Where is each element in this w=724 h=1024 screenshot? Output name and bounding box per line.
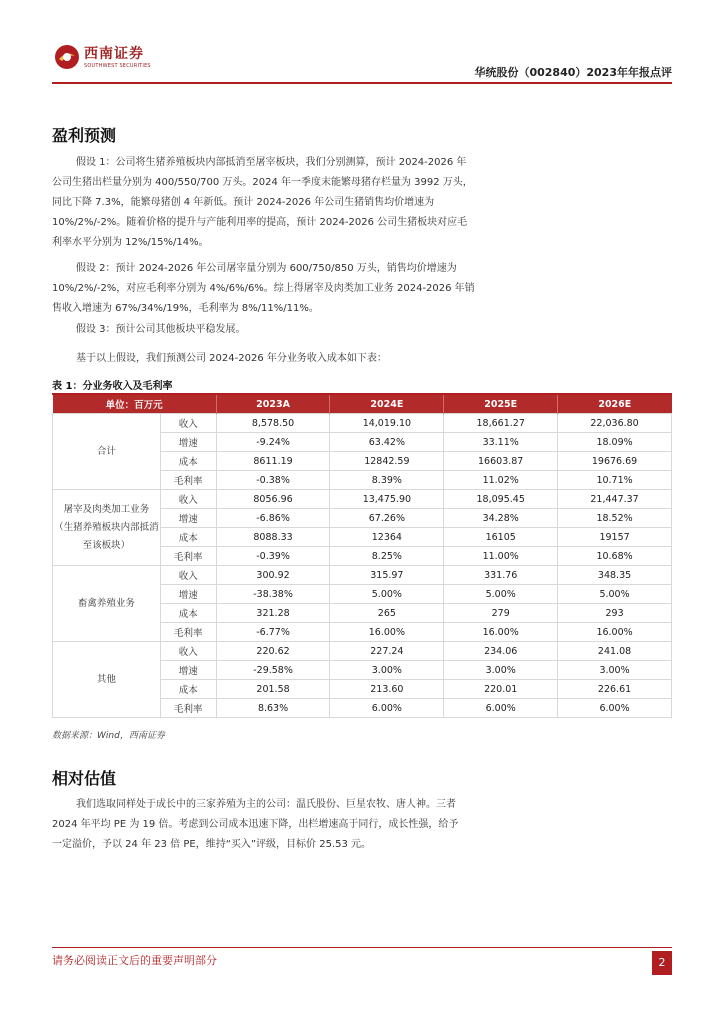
header-year: 2024E [330,395,444,414]
forecast-intro-paragraph [52,349,552,369]
metric-label: 成本 [160,528,216,547]
metric-label: 成本 [160,452,216,471]
table-cell: 63.42% [330,433,444,452]
table-cell: 220.01 [444,680,558,699]
logo-chinese-name: 西南证券 [84,46,144,62]
group-label: 其他 [53,642,161,718]
metric-label: 收入 [160,642,216,661]
table-header-row [53,395,672,414]
text-line: 公司生猪出栏量分别为 400/550/700 万头。2024 年一季度末能繁母猪存栏量为 3992 万头， [52,177,473,188]
table-cell: 34.28% [444,509,558,528]
table-cell: 16603.87 [444,452,558,471]
metric-label: 毛利率 [160,471,216,490]
table-cell: 8.39% [330,471,444,490]
table-cell: 8088.33 [216,528,330,547]
text-line: 假设 2：预计 2024-2026 年公司屠宰量分别为 600/750/850 万头，销售均价增速为 [76,263,457,274]
logo-emblem-icon [54,44,80,70]
table-row [53,414,672,433]
table-cell: 16105 [444,528,558,547]
table-cell: 8611.19 [216,452,330,471]
text-line: 10%/2%/-2%，对应毛利率分别为 4%/6%/6%。综上得屠宰及肉类加工业务 2024-2026 年销 [52,283,475,294]
metric-label: 收入 [160,566,216,585]
group-label: 合计 [53,414,161,490]
header-divider [52,82,672,84]
text-line: 10%/2%/-2%。随着价格的提升与产能利用率的提高，预计 2024-2026 公司生猪板块对应毛 [52,217,468,228]
table-cell: -29.58% [216,661,330,680]
table-cell: 12364 [330,528,444,547]
text-line: 2024 年平均 PE 为 19 倍。考虑到公司成本迅速下降，出栏增速高于同行，成长性强，给予 [52,819,459,830]
section-title-profit-forecast: 盈利预测 [52,126,117,145]
revenue-margin-table [52,395,672,718]
table-cell: 11.00% [444,547,558,566]
metric-label: 毛利率 [160,547,216,566]
table-cell: 8.25% [330,547,444,566]
table-cell: 227.24 [330,642,444,661]
table-cell: 315.97 [330,566,444,585]
metric-label: 毛利率 [160,623,216,642]
text-line: 利率水平分别为 12%/15%/14%。 [52,237,209,248]
assumption-3-paragraph [52,320,552,340]
table-cell: -9.24% [216,433,330,452]
group-label-line: 屠宰及肉类加工业务 [63,503,150,515]
group-label [53,490,161,566]
table-cell: 19157 [558,528,672,547]
table-cell: 213.60 [330,680,444,699]
table-cell: 5.00% [558,585,672,604]
text-line: 假设 3：预计公司其他板块平稳发展。 [76,324,246,335]
group-label: 畜禽养殖业务 [53,566,161,642]
header-unit: 单位：百万元 [53,395,217,414]
page-header [52,38,672,82]
table-cell: -0.38% [216,471,330,490]
assumption-2-paragraph [52,259,552,319]
table-cell: 19676.69 [558,452,672,471]
table-cell: -6.86% [216,509,330,528]
assumption-1-paragraph [52,153,552,253]
table-cell: 321.28 [216,604,330,623]
table-cell: 13,475.90 [330,490,444,509]
valuation-paragraph [52,795,552,855]
text-line: 同比下降 7.3%，能繁母猪创 4 年新低。预计 2024-2026 年公司生猪销售均价增速为 [52,197,435,208]
page-number: 2 [652,951,672,975]
table-cell: 21,447.37 [558,490,672,509]
metric-label: 增速 [160,585,216,604]
table-cell: 16.00% [444,623,558,642]
table-cell: 220.62 [216,642,330,661]
table-cell: 16.00% [330,623,444,642]
section-title-relative-valuation: 相对估值 [52,769,117,788]
table-cell: 279 [444,604,558,623]
table-cell: 10.71% [558,471,672,490]
footer-divider [52,947,672,948]
table-row [53,490,672,509]
table-cell: 22,036.80 [558,414,672,433]
group-label-line: 至该板块） [82,539,131,551]
table-cell: 265 [330,604,444,623]
text-line: 售收入增速为 67%/34%/19%，毛利率为 8%/11%/11%。 [52,303,319,314]
report-title: 华统股份（002840）2023年年报点评 [474,66,672,79]
table-cell: 33.11% [444,433,558,452]
company-logo [52,42,162,82]
table-cell: 16.00% [558,623,672,642]
table-cell: 18,661.27 [444,414,558,433]
metric-label: 成本 [160,680,216,699]
table-cell: 67.26% [330,509,444,528]
metric-label: 收入 [160,414,216,433]
metric-label: 收入 [160,490,216,509]
table-cell: -6.77% [216,623,330,642]
header-year: 2026E [558,395,672,414]
table-cell: 3.00% [558,661,672,680]
group-label-line: （生猪养殖板块内部抵消 [54,521,159,533]
table-row [53,642,672,661]
table-cell: 18.09% [558,433,672,452]
table-cell: 3.00% [444,661,558,680]
footer-disclaimer: 请务必阅读正文后的重要声明部分 [52,954,217,967]
table-cell: 201.58 [216,680,330,699]
table-cell: 12842.59 [330,452,444,471]
header-year: 2023A [216,395,330,414]
table-cell: 6.00% [558,699,672,718]
table-cell: 331.76 [444,566,558,585]
table-cell: 8.63% [216,699,330,718]
table-cell: 14,019.10 [330,414,444,433]
table-cell: 8,578.50 [216,414,330,433]
metric-label: 毛利率 [160,699,216,718]
table-cell: 226.61 [558,680,672,699]
metric-label: 成本 [160,604,216,623]
table-cell: 5.00% [330,585,444,604]
text-line: 我们选取同样处于成长中的三家养殖为主的公司：温氏股份、巨星农牧、唐人神。三者 [76,799,456,810]
logo-english-name: SOUTHWEST SECURITIES [84,63,151,69]
table-cell: 11.02% [444,471,558,490]
table-cell: 18.52% [558,509,672,528]
metric-label: 增速 [160,509,216,528]
table-cell: 10.68% [558,547,672,566]
text-line: 一定溢价，予以 24 年 23 倍 PE，维持“买入”评级，目标价 25.53 元。 [52,839,372,850]
table-cell: 6.00% [444,699,558,718]
table-source-note: 数据来源：Wind，西南证券 [52,731,165,741]
table-row [53,566,672,585]
table-cell: 5.00% [444,585,558,604]
table-cell: 241.08 [558,642,672,661]
table-cell: 300.92 [216,566,330,585]
metric-label: 增速 [160,661,216,680]
text-line: 假设 1：公司将生猪养殖板块内部抵消至屠宰板块，我们分别测算，预计 2024-2026 年 [76,157,467,168]
table-cell: 6.00% [330,699,444,718]
table-cell: 18,095.45 [444,490,558,509]
table-cell: -0.39% [216,547,330,566]
header-year: 2025E [444,395,558,414]
table-caption: 表 1：分业务收入及毛利率 [52,381,173,392]
table-cell: 8056.96 [216,490,330,509]
table-cell: 348.35 [558,566,672,585]
table-cell: 293 [558,604,672,623]
table-cell: 3.00% [330,661,444,680]
table-cell: -38.38% [216,585,330,604]
metric-label: 增速 [160,433,216,452]
text-line: 基于以上假设，我们预测公司 2024-2026 年分业务收入成本如下表： [76,353,387,364]
table-cell: 234.06 [444,642,558,661]
